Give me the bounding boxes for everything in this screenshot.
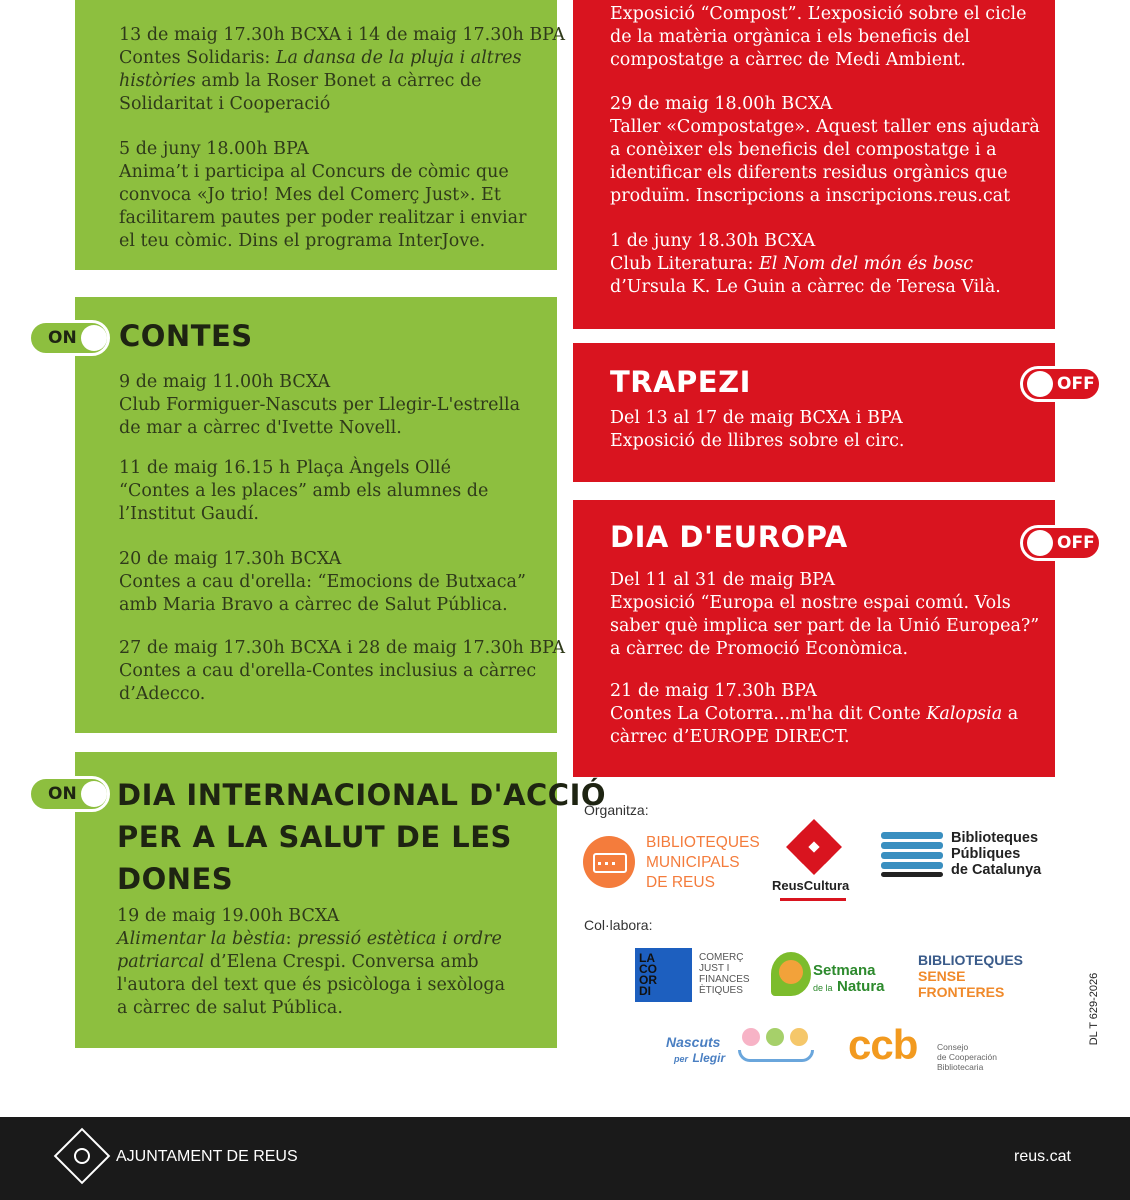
contes-panel [75, 297, 565, 733]
event-entry: 1 de juny 18.30h BCXA Club Literatura: El Nom del món és bosc d’Ursula K. Le Guin a càrrec de Teresa Vilà. [610, 231, 1001, 297]
footer [0, 1117, 1130, 1200]
event-entry: 5 de juny 18.00h BPA Anima’t i participa al Concurs de còmic que convoca «Jo trio! Mes del Comerç Just». Et facilitarem pautes per poder realitzar i enviar el teu còmic. Dins el programa InterJove. [119, 139, 527, 251]
event-entry: 19 de maig 19.00h BCXA Alimentar la bèstia: pressió estètica i ordre patriarcal d’Elena Crespi. Conversa amb l'autora del text que és psicòloga i sexòloga a càrrec de salut Pública. [117, 906, 506, 1018]
toggle-label: OFF [1057, 533, 1095, 553]
europa-panel [573, 500, 1055, 777]
event-entry: 20 de maig 17.30h BCXA Contes a cau d'orella: “Emocions de Butxaca” amb Maria Bravo a càrrec de Salut Pública. [119, 549, 526, 615]
bmr-text: BIBLIOTEQUES MUNICIPALS DE REUS [646, 834, 760, 891]
reuscultura-underline [780, 898, 846, 901]
lacoordi-logo: LA CO OR DI [635, 948, 692, 1002]
salut-panel [75, 752, 607, 1048]
toggle-knob [1027, 371, 1053, 397]
off-toggle [1020, 366, 1102, 402]
event-date: Del 13 al 17 de maig BCXA i BPA [610, 408, 903, 428]
toggle-knob [81, 781, 107, 807]
green-panel-top [75, 0, 565, 270]
on-toggle [28, 320, 110, 356]
event-entry: Del 13 al 17 de maig BCXA i BPA Exposició de llibres sobre el circ. [610, 408, 905, 451]
toggle-knob [1027, 530, 1053, 556]
trapezi-panel [573, 343, 1055, 482]
nascuts-kids-icon [738, 1026, 814, 1068]
toggle-label: OFF [1057, 374, 1095, 394]
event-entry: Del 11 al 31 de maig BPA Exposició “Europa el nostre espai comú. Vols saber què implica ser part de la Unió Europea?” a càrrec de Promoció Econòmica. [610, 570, 1040, 659]
legal-deposit: DL T 629-2026 [1088, 972, 1100, 1046]
event-date: 29 de maig 18.00h BCXA [610, 94, 833, 114]
toggle-knob [81, 325, 107, 351]
event-entry: 11 de maig 16.15 h Plaça Àngels Ollé “Contes a les places” amb els alumnes de l’Institut Gaudí. [119, 458, 489, 524]
event-date: 20 de maig 17.30h BCXA [119, 549, 342, 569]
event-date: 27 de maig 17.30h BCXA i 28 de maig 17.30h BPA [119, 638, 565, 658]
event-entry: 27 de maig 17.30h BCXA i 28 de maig 17.30h BPA Contes a cau d'orella-Contes inclusius a càrrec d’Adecco. [119, 638, 565, 704]
event-date: 13 de maig 17.30h BCXA i 14 de maig 17.30h BPA [119, 25, 565, 45]
section-title: DIA INTERNACIONAL D'ACCIÓ PER A LA SALUT DE LES DONES [117, 778, 607, 896]
comerc-text: COMERÇ JUST I FINANCES ÈTIQUES [699, 952, 750, 996]
event-date: 21 de maig 17.30h BPA [610, 681, 817, 701]
event-date: Del 11 al 31 de maig BPA [610, 570, 835, 590]
event-entry: 9 de maig 11.00h BCXA Club Formiguer-Nascuts per Llegir-L'estrella de mar a càrrec d'Ivette Novell. [119, 372, 521, 438]
event-date: 11 de maig 16.15 h Plaça Àngels Ollé [119, 458, 451, 478]
event-date: 5 de juny 18.00h BPA [119, 139, 309, 159]
on-toggle [28, 776, 110, 812]
nascuts-text: Nascuts per Llegir [666, 1034, 726, 1065]
collabora-label: Col·labora: [584, 917, 653, 933]
ccb-subtext: Consejo de Cooperación Bibliotecaria [937, 1042, 998, 1072]
footer-url[interactable]: reus.cat [1014, 1148, 1071, 1165]
reuscultura-text: ReusCultura [772, 878, 850, 893]
red-panel-top [573, 0, 1055, 329]
setmana-logo [771, 952, 811, 996]
section-title: DIA D'EUROPA [610, 520, 848, 554]
event-date: 19 de maig 19.00h BCXA [117, 906, 340, 926]
event-entry: Exposició “Compost”. L’exposició sobre el cicle de la matèria orgànica i els beneficis del compostatge a càrrec de Medi Ambient. [610, 4, 1027, 70]
organitza-label: Organitza: [584, 802, 649, 818]
ajuntament-emblem-icon [54, 1128, 111, 1185]
setmana-text: Setmana de la Natura [813, 962, 885, 995]
toggle-label: ON [48, 328, 77, 348]
section-title: TRAPEZI [610, 365, 751, 399]
bsf-text: BIBLIOTEQUES SENSE FRONTERES [918, 952, 1024, 1000]
event-entry: 21 de maig 17.30h BPA Contes La Cotorra...m'ha dit Conte Kalopsia a càrrec d’EUROPE DIRECT. [610, 681, 1019, 747]
bpc-text: Biblioteques Públiques de Catalunya [951, 830, 1042, 878]
bpc-logo [881, 832, 943, 878]
event-entry: 13 de maig 17.30h BCXA i 14 de maig 17.30h BPA Contes Solidaris: La dansa de la pluja i altres històries amb la Roser Bonet a càrrec de Solidaritat i Cooperació [119, 25, 565, 114]
bmr-logo [583, 836, 635, 888]
section-title: CONTES [119, 319, 253, 353]
event-date: 9 de maig 11.00h BCXA [119, 372, 331, 392]
off-toggle [1020, 525, 1102, 561]
event-entry: 29 de maig 18.00h BCXA Taller «Compostatge». Aquest taller ens ajudarà a conèixer els beneficis del compostatge i a identificar els diferents residus orgànics que produïm. Inscripcions a inscripcions.reus.cat [610, 94, 1040, 206]
book-title: històries [119, 71, 196, 91]
ccb-logo: ccb [848, 1021, 918, 1068]
event-date: 1 de juny 18.30h BCXA [610, 231, 816, 251]
footer-org: AJUNTAMENT DE REUS [116, 1148, 298, 1165]
toggle-label: ON [48, 784, 77, 804]
book-title: La dansa de la pluja i altres [275, 48, 522, 68]
reuscultura-emblem [789, 822, 839, 872]
